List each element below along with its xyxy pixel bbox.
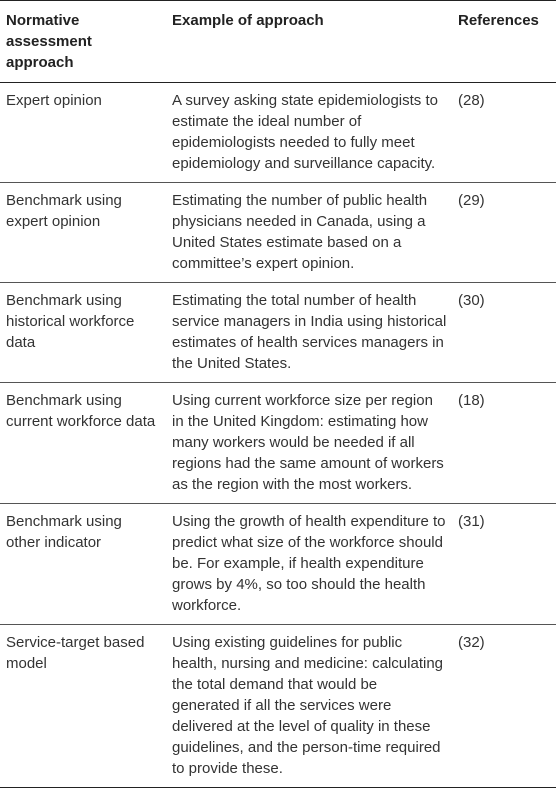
cell-reference: (28) bbox=[458, 92, 485, 109]
header-approach: Normative assessment approach bbox=[6, 12, 92, 71]
cell-reference: (30) bbox=[458, 292, 485, 309]
cell-example: Using the growth of health expenditure to predict what size of the workforce should be. For example, if health expenditure grows by 4%, so too should the health workforce. bbox=[172, 513, 446, 614]
cell-example: Using existing guidelines for public health, nursing and medicine: calculating the total demand that would be generated if all the services were delivered at the level of quality in these guidelines, and the person-time required to provide these. bbox=[172, 634, 444, 777]
cell-example: Estimating the number of public health physicians needed in Canada, using a United States estimate based on a committee’s expert opinion. bbox=[172, 192, 428, 272]
cell-example: A survey asking state epidemiologists to estimate the ideal number of epidemiologists needed to fully meet epidemiology and surveillance capacity. bbox=[172, 92, 438, 172]
cell-approach: Benchmark using expert opinion bbox=[6, 192, 122, 230]
table-row bbox=[0, 504, 556, 625]
cell-reference: (31) bbox=[458, 513, 485, 530]
table-row bbox=[0, 183, 556, 283]
header-example: Example of approach bbox=[172, 12, 324, 29]
header-references: References bbox=[458, 12, 539, 29]
cell-example: Estimating the total number of health service managers in India using historical estimates of health services managers in the United States. bbox=[172, 292, 447, 372]
cell-example: Using current workforce size per region in the United Kingdom: estimating how many workers would be needed if all regions had the same amount of workers as the region with the most workers. bbox=[172, 392, 444, 493]
table-row bbox=[0, 283, 556, 383]
table-row bbox=[0, 625, 556, 788]
cell-reference: (32) bbox=[458, 634, 485, 651]
table-row bbox=[0, 83, 556, 183]
cell-reference: (29) bbox=[458, 192, 485, 209]
cell-reference: (18) bbox=[458, 392, 485, 409]
table-row bbox=[0, 383, 556, 504]
cell-approach: Service-target based model bbox=[6, 634, 145, 672]
cell-approach: Expert opinion bbox=[6, 92, 102, 109]
cell-approach: Benchmark using current workforce data bbox=[6, 392, 156, 430]
cell-approach: Benchmark using historical workforce data bbox=[6, 292, 135, 351]
table-body bbox=[0, 83, 556, 788]
cell-approach: Benchmark using other indicator bbox=[6, 513, 122, 551]
header-row bbox=[0, 1, 556, 83]
table-header bbox=[0, 1, 556, 83]
